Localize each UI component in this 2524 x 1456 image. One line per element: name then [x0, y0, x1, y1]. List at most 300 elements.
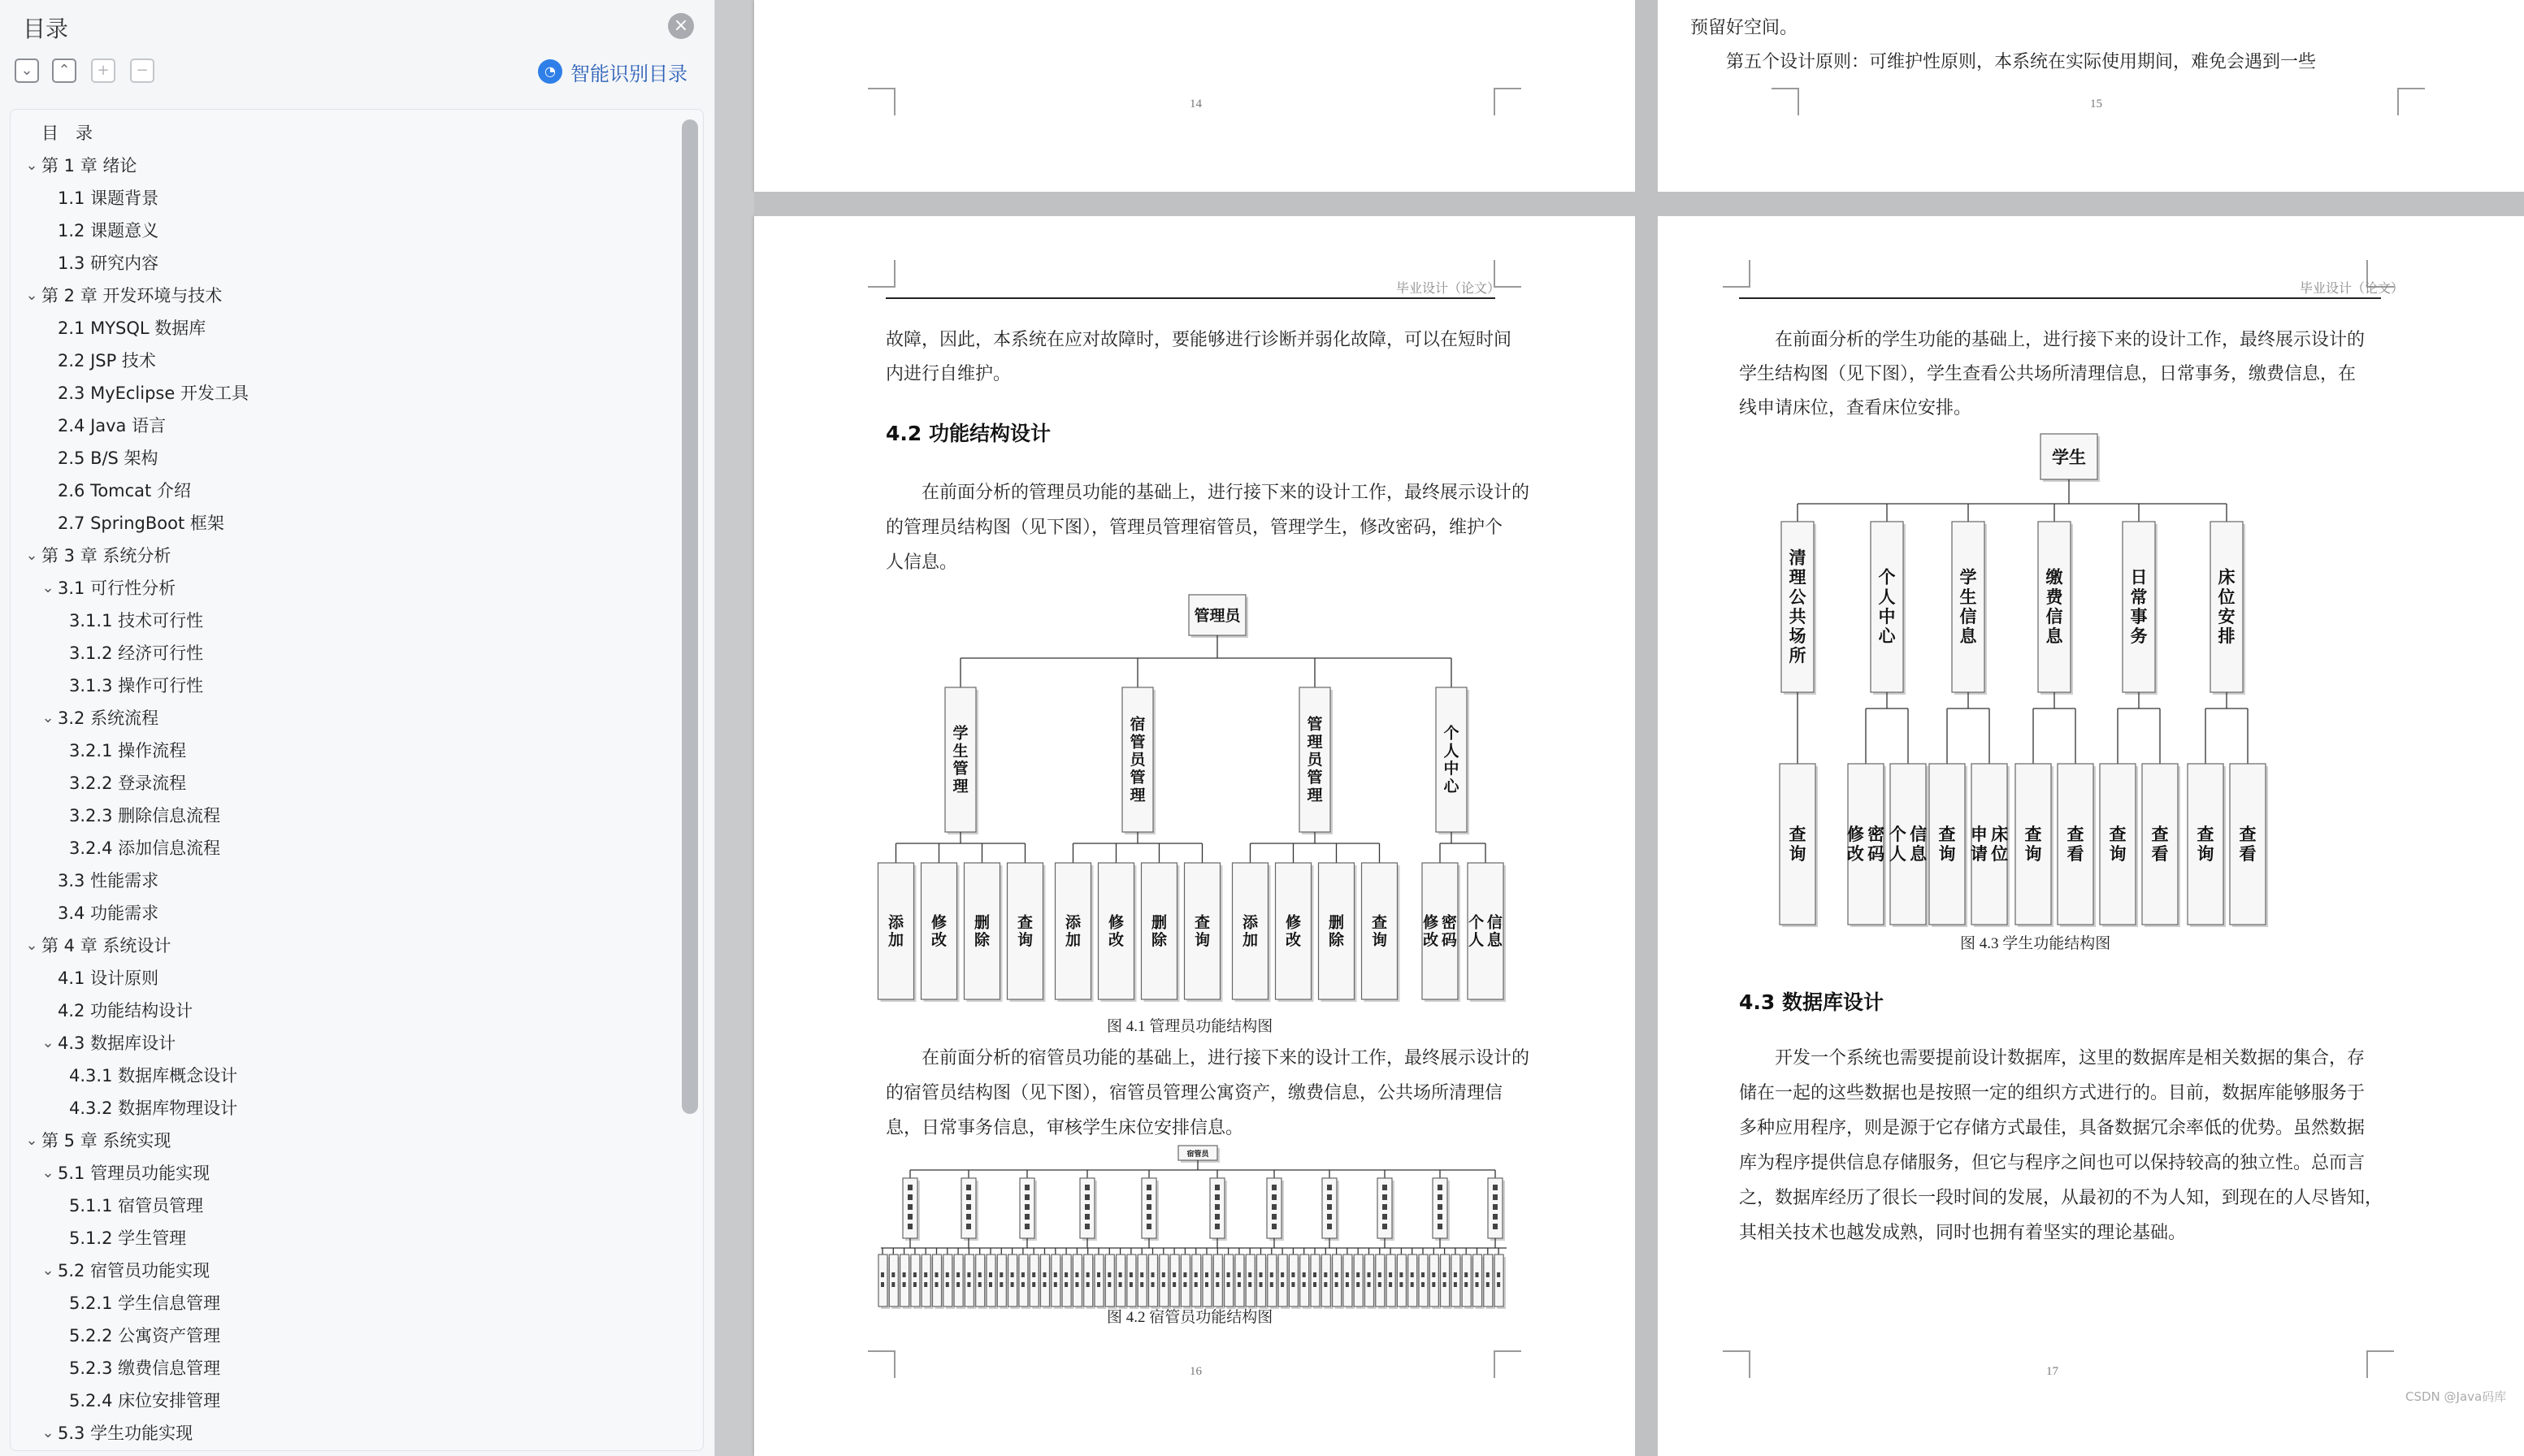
illegible-glyph: [1272, 1224, 1277, 1229]
leaf-node: [1278, 1254, 1290, 1309]
toc-item-label: 第 2 章 开发环境与技术: [41, 286, 223, 306]
leaf-node: [1429, 1254, 1441, 1309]
leaf-node: [1300, 1254, 1312, 1309]
illegible-glyph: [1421, 1272, 1425, 1277]
toc-item-label: 第 3 章 系统分析: [41, 546, 171, 566]
toc-item-label: 第 1 章 绪论: [41, 156, 137, 176]
crop-mark: [1723, 1350, 1750, 1378]
illegible-glyph: [1075, 1282, 1078, 1287]
group-node-label: 学生信息: [1959, 567, 1977, 647]
leaf-node-label: 查询: [1789, 824, 1806, 864]
illegible-glyph: [946, 1272, 949, 1277]
illegible-glyph: [881, 1282, 884, 1287]
root-node-label: 学生: [2052, 448, 2086, 467]
illegible-glyph: [1260, 1272, 1263, 1277]
leaf-node: [1343, 1254, 1355, 1309]
toc-item-label: 2.7 SpringBoot 框架: [58, 514, 224, 533]
toc-item[interactable]: [50, 1093, 237, 1122]
toc-list: [10, 109, 704, 1451]
illegible-glyph: [1382, 1214, 1387, 1220]
illegible-glyph: [1032, 1272, 1035, 1277]
illegible-glyph: [1086, 1272, 1090, 1277]
illegible-glyph: [1108, 1282, 1111, 1287]
section-title: 4.3 数据库设计: [1739, 990, 1884, 1014]
illegible-glyph: [891, 1282, 895, 1287]
chevron-down-icon[interactable]: ⌄: [25, 286, 38, 304]
toc-item-label: 3.2.3 删除信息流程: [69, 806, 221, 826]
toc-item[interactable]: [22, 540, 171, 570]
illegible-glyph: [1238, 1282, 1241, 1287]
illegible-glyph: [1303, 1282, 1306, 1287]
toc-item-label: 3.2.2 登录流程: [69, 774, 187, 793]
toc-item[interactable]: [50, 1288, 220, 1317]
illegible-glyph: [1130, 1272, 1133, 1277]
chevron-down-icon[interactable]: ⌄: [41, 1261, 54, 1279]
leaf-node: [1127, 1254, 1138, 1309]
toc-item-label: 5.2.1 学生信息管理: [69, 1294, 221, 1313]
leaf-node: [1311, 1254, 1322, 1309]
illegible-glyph: [1281, 1282, 1284, 1287]
toc-item-label: 5.3 学生功能实现: [58, 1424, 193, 1443]
toc-item[interactable]: [50, 638, 203, 667]
illegible-glyph: [1497, 1282, 1500, 1287]
illegible-glyph: [1335, 1282, 1338, 1287]
leaf-node: [1473, 1254, 1485, 1309]
toc-item-label: 5.2.4 床位安排管理: [69, 1391, 221, 1410]
body-line: 息，日常事务信息，审核学生床位安排信息。: [886, 1117, 1244, 1138]
student-structure-figure: [1763, 427, 2381, 931]
illegible-glyph: [956, 1282, 960, 1287]
illegible-glyph: [1291, 1272, 1295, 1277]
sidebar-header: [0, 0, 715, 52]
toc-item[interactable]: [50, 1190, 203, 1220]
illegible-glyph: [913, 1282, 917, 1287]
group-node-label: 学生管理: [952, 724, 969, 795]
illegible-glyph: [1215, 1185, 1220, 1190]
illegible-glyph: [1075, 1272, 1078, 1277]
body-line: 在前面分析的学生功能的基础上，进行接下来的设计工作，最终展示设计的: [1739, 329, 2366, 349]
illegible-glyph: [1151, 1282, 1155, 1287]
leaf-node: [997, 1254, 1008, 1309]
illegible-glyph: [1438, 1185, 1442, 1190]
toc-item[interactable]: [38, 1418, 193, 1447]
toc-item[interactable]: [38, 215, 158, 245]
illegible-glyph: [1000, 1282, 1003, 1287]
toc-item[interactable]: [22, 930, 171, 960]
leaf-node: [1268, 1254, 1279, 1309]
illegible-glyph: [1021, 1272, 1025, 1277]
body-line: 在前面分析的宿管员功能的基础上，进行接下来的设计工作，最终展示设计的: [886, 1047, 1530, 1068]
leaf-node: [1397, 1254, 1408, 1309]
illegible-glyph: [1151, 1272, 1155, 1277]
toc-item[interactable]: [22, 1125, 171, 1155]
toc-item-label: 1.3 研究内容: [58, 254, 159, 273]
toc-item[interactable]: [38, 1028, 176, 1057]
illegible-glyph: [1065, 1272, 1068, 1277]
illegible-glyph: [1493, 1194, 1498, 1200]
page-14: [754, 0, 1635, 192]
add-entry-icon[interactable]: +: [91, 58, 115, 83]
illegible-glyph: [1173, 1272, 1176, 1277]
chevron-down-icon[interactable]: ⌄: [41, 578, 54, 596]
toc-item[interactable]: [38, 865, 158, 895]
toc-item[interactable]: [38, 963, 158, 992]
leaf-node: [889, 1254, 900, 1309]
toc-item[interactable]: [50, 1223, 186, 1252]
leaf-node: [1149, 1254, 1160, 1309]
toc-item[interactable]: [50, 735, 186, 765]
leaf-node: [1419, 1254, 1430, 1309]
illegible-glyph: [1227, 1272, 1230, 1277]
illegible-glyph: [1011, 1272, 1014, 1277]
toc-item[interactable]: [38, 443, 158, 472]
illegible-glyph: [1476, 1272, 1479, 1277]
leaf-node: [1105, 1254, 1117, 1309]
illegible-glyph: [1389, 1282, 1392, 1287]
collapse-all-icon[interactable]: ⌄: [15, 58, 39, 83]
illegible-glyph: [1085, 1194, 1090, 1200]
illegible-glyph: [913, 1272, 917, 1277]
leaf-node: [1160, 1254, 1171, 1309]
sidebar-title: 目录: [23, 15, 69, 42]
leaf-node-label: 修改: [1108, 913, 1125, 950]
toc-item-label: 第 5 章 系统实现: [41, 1131, 171, 1150]
section-title: 4.2 功能结构设计: [886, 422, 1051, 445]
crop-mark: [868, 88, 896, 115]
leaf-node: [1257, 1254, 1269, 1309]
leaf-node: [922, 1254, 933, 1309]
leaf-node: [1008, 1254, 1020, 1309]
leaf-node: [900, 1254, 912, 1309]
body-line: 故障，因此，本系统在应对故障时，要能够进行诊断并弱化故障，可以在短时间: [886, 329, 1512, 349]
illegible-glyph: [1248, 1282, 1251, 1287]
toc-item[interactable]: [22, 118, 93, 147]
toc-item[interactable]: [38, 703, 158, 732]
crop-mark: [868, 260, 896, 288]
illegible-glyph: [1438, 1204, 1442, 1210]
leaf-node-label: 查询: [1371, 913, 1388, 950]
illegible-glyph: [881, 1272, 884, 1277]
illegible-glyph: [967, 1282, 970, 1287]
illegible-glyph: [1025, 1185, 1030, 1190]
body-line: 内进行自维护。: [886, 363, 1012, 384]
leaf-node: [1441, 1254, 1452, 1309]
illegible-glyph: [1238, 1272, 1241, 1277]
illegible-glyph: [967, 1272, 970, 1277]
leaf-node-label: 添加: [1242, 913, 1259, 950]
chevron-down-icon[interactable]: ⌄: [25, 1131, 38, 1149]
illegible-glyph: [1454, 1272, 1457, 1277]
leaf-node: [1235, 1254, 1247, 1309]
body-line: 其相关技术也越发成熟，同时也拥有着坚实的理论基础。: [1739, 1222, 2187, 1242]
figure-caption: 图 4.1 管理员功能结构图: [1107, 1018, 1273, 1035]
leaf-node-label: 查询: [2109, 824, 2127, 864]
toc-item[interactable]: [38, 378, 249, 407]
crop-mark: [2397, 88, 2425, 115]
illegible-glyph: [1183, 1282, 1186, 1287]
leaf-node-label: 查询: [1194, 913, 1211, 950]
chevron-down-icon[interactable]: ⌄: [41, 1034, 54, 1051]
illegible-glyph: [978, 1282, 982, 1287]
illegible-glyph: [1335, 1272, 1338, 1277]
running-head: 毕业设计（论文）: [1396, 282, 1501, 296]
illegible-glyph: [1227, 1282, 1230, 1287]
illegible-glyph: [1097, 1272, 1100, 1277]
leaf-node: [911, 1254, 922, 1309]
illegible-glyph: [1324, 1282, 1327, 1287]
chevron-down-icon[interactable]: ⌄: [41, 1424, 54, 1441]
toc-item[interactable]: [38, 410, 166, 440]
illegible-glyph: [1493, 1204, 1498, 1210]
illegible-glyph: [1303, 1272, 1306, 1277]
illegible-glyph: [966, 1194, 971, 1200]
leaf-node-label: 修改密码: [1846, 824, 1885, 864]
root-node-label: 宿管员: [1186, 1150, 1209, 1159]
leaf-node: [1095, 1254, 1106, 1309]
group-node-label: 个人中心: [1443, 724, 1459, 795]
toc-item[interactable]: [50, 768, 186, 797]
toc-item[interactable]: [38, 573, 176, 602]
chevron-down-icon[interactable]: ⌄: [25, 546, 38, 564]
illegible-glyph: [1432, 1272, 1435, 1277]
figure-caption: 图 4.2 宿管员功能结构图: [1107, 1309, 1273, 1326]
leaf-node-label: 修改密码: [1423, 913, 1457, 950]
illegible-glyph: [1205, 1282, 1208, 1287]
page-gutter: [1635, 0, 1658, 1456]
illegible-glyph: [1438, 1224, 1442, 1229]
illegible-glyph: [1162, 1272, 1165, 1277]
illegible-glyph: [1382, 1204, 1387, 1210]
illegible-glyph: [1270, 1272, 1273, 1277]
toc-item[interactable]: [50, 670, 203, 700]
illegible-glyph: [1147, 1224, 1151, 1229]
toc-item[interactable]: [50, 1320, 220, 1350]
toc-item[interactable]: [38, 898, 158, 927]
admin-structure-figure: [876, 583, 1510, 1006]
body-line: 的宿管员结构图（见下图），宿管员管理公寓资产，缴费信息，公共场所清理信: [886, 1082, 1503, 1103]
close-icon[interactable]: ×: [668, 13, 694, 39]
chevron-down-icon[interactable]: ⌄: [41, 708, 54, 726]
toc-item[interactable]: [22, 150, 137, 180]
toc-item-label: 4.2 功能结构设计: [58, 1001, 193, 1020]
leaf-node-label: 修改: [930, 913, 948, 950]
illegible-glyph: [1119, 1272, 1122, 1277]
illegible-glyph: [946, 1282, 949, 1287]
page-gap: [754, 192, 2524, 216]
toc-item-label: 5.2.3 缴费信息管理: [69, 1358, 221, 1378]
illegible-glyph: [1043, 1282, 1047, 1287]
illegible-glyph: [1399, 1282, 1403, 1287]
leaf-node: [1073, 1254, 1084, 1309]
illegible-glyph: [1327, 1224, 1332, 1229]
illegible-glyph: [891, 1272, 895, 1277]
leaf-node: [943, 1254, 955, 1309]
body-line: 库为程序提供信息存储服务，但它与程序之间也可以保持较高的独立性。总而言: [1739, 1152, 2366, 1172]
illegible-glyph: [989, 1272, 992, 1277]
illegible-glyph: [908, 1214, 913, 1220]
illegible-glyph: [1011, 1282, 1014, 1287]
illegible-glyph: [1021, 1282, 1025, 1287]
toc-item[interactable]: [38, 345, 156, 375]
crop-mark: [1494, 1350, 1521, 1378]
toc-item[interactable]: [50, 1060, 237, 1090]
toc-item[interactable]: [38, 248, 158, 277]
crop-mark: [868, 1350, 896, 1378]
illegible-glyph: [1025, 1214, 1030, 1220]
toc-item-label: 5.1 管理员功能实现: [58, 1164, 210, 1183]
illegible-glyph: [966, 1185, 971, 1190]
illegible-glyph: [1327, 1194, 1332, 1200]
group-node-label: 床位安排: [2218, 567, 2236, 647]
group-node-label: 清理公共场所: [1789, 548, 1806, 666]
illegible-glyph: [1130, 1282, 1133, 1287]
leaf-node-label: 修改: [1285, 913, 1302, 950]
remove-entry-icon[interactable]: −: [130, 58, 154, 83]
leaf-node: [1203, 1254, 1214, 1309]
illegible-glyph: [1443, 1282, 1446, 1287]
body-line: 预留好空间。: [1690, 17, 1798, 37]
leaf-node: [1170, 1254, 1182, 1309]
illegible-glyph: [1195, 1282, 1198, 1287]
body-line: 储在一起的这些数据也是按照一定的组织方式进行的。目前，数据库能够服务于: [1739, 1082, 2366, 1103]
leaf-node: [1041, 1254, 1052, 1309]
toc-item-label: 2.5 B/S 架构: [58, 448, 158, 468]
chevron-down-icon[interactable]: ⌄: [41, 1164, 54, 1181]
toc-item-label: 5.2 宿管员功能实现: [58, 1261, 210, 1280]
leaf-node: [1365, 1254, 1377, 1309]
illegible-glyph: [908, 1194, 913, 1200]
toc-item[interactable]: [50, 833, 220, 862]
illegible-glyph: [903, 1282, 906, 1287]
toc-item[interactable]: [50, 800, 220, 830]
illegible-glyph: [908, 1185, 913, 1190]
illegible-glyph: [1215, 1194, 1220, 1200]
leaf-node: [878, 1254, 890, 1309]
body-line: 在前面分析的管理员功能的基础上，进行接下来的设计工作，最终展示设计的: [886, 482, 1530, 502]
toc-item-label: 2.2 JSP 技术: [58, 351, 156, 370]
leaf-node: [1289, 1254, 1300, 1309]
toc-item-label: 3.1 可行性分析: [58, 578, 176, 598]
toc-item-label: 3.4 功能需求: [58, 904, 159, 923]
illegible-glyph: [1356, 1282, 1360, 1287]
leaf-node: [1084, 1254, 1095, 1309]
page-16: [754, 216, 1635, 1456]
illegible-glyph: [1454, 1282, 1457, 1287]
illegible-glyph: [1260, 1282, 1263, 1287]
illegible-glyph: [1497, 1272, 1500, 1277]
illegible-glyph: [1205, 1272, 1208, 1277]
illegible-glyph: [1032, 1282, 1035, 1287]
expand-all-icon[interactable]: ⌃: [52, 58, 76, 83]
toc-item-label: 1.2 课题意义: [58, 221, 159, 240]
group-node-label: 个人中心: [1878, 567, 1896, 647]
chevron-down-icon[interactable]: ⌄: [25, 156, 38, 174]
toc-item[interactable]: [38, 183, 158, 212]
leaf-node: [965, 1254, 976, 1309]
body-line: 第五个设计原则：可维护性原则，本系统在实际使用期间，难免会遇到一些: [1690, 51, 2317, 72]
illegible-glyph: [1368, 1282, 1371, 1287]
illegible-glyph: [1085, 1185, 1090, 1190]
leaf-node: [933, 1254, 944, 1309]
illegible-glyph: [1272, 1214, 1277, 1220]
toc-item-label: 4.1 设计原则: [58, 968, 159, 988]
toc-sidebar: [0, 0, 715, 1456]
toc-item[interactable]: [38, 313, 206, 342]
toc-item[interactable]: [22, 280, 222, 310]
leaf-node-label: 个人信息: [1468, 913, 1503, 950]
body-line: 开发一个系统也需要提前设计数据库，这里的数据库是相关数据的集合，存: [1739, 1047, 2366, 1068]
illegible-glyph: [1368, 1272, 1371, 1277]
illegible-glyph: [1443, 1272, 1446, 1277]
root-node-label: 管理员: [1194, 607, 1241, 625]
leaf-node: [976, 1254, 987, 1309]
sidebar-toolbar: [0, 54, 715, 96]
toc-item[interactable]: [38, 1158, 210, 1187]
chevron-down-icon[interactable]: ⌄: [25, 936, 38, 954]
crop-mark: [1772, 88, 1799, 115]
illegible-glyph: [1147, 1185, 1151, 1190]
toc-item-label: 3.3 性能需求: [58, 871, 159, 890]
leaf-node: [1062, 1254, 1073, 1309]
leaf-node-label: 查看: [2066, 824, 2084, 864]
toc-item[interactable]: [38, 995, 193, 1025]
illegible-glyph: [1346, 1282, 1349, 1287]
leaf-node-label: 查询: [1938, 824, 1956, 864]
illegible-glyph: [1108, 1272, 1111, 1277]
toc-scrollbar[interactable]: [682, 119, 698, 1114]
toc-item[interactable]: [38, 1255, 210, 1285]
illegible-glyph: [1464, 1272, 1468, 1277]
toc-item[interactable]: [50, 1353, 220, 1382]
body-line: 线申请床位，查看床位安排。: [1739, 397, 1972, 418]
smart-recognize-toc-button[interactable]: [538, 57, 687, 86]
illegible-glyph: [1272, 1204, 1277, 1210]
toc-item[interactable]: [38, 475, 191, 505]
group-node-label: 日常事务: [2130, 567, 2148, 647]
leaf-node-label: 删除: [974, 913, 991, 950]
leaf-node-label: 查询: [2197, 824, 2214, 864]
toc-item[interactable]: [38, 508, 224, 537]
running-head: 毕业设计（论文）: [2300, 282, 2405, 296]
page-15: [1658, 0, 2524, 192]
illegible-glyph: [1119, 1282, 1122, 1287]
illegible-glyph: [1356, 1272, 1360, 1277]
toc-item-label: 2.1 MYSQL 数据库: [58, 318, 206, 338]
toc-item[interactable]: [50, 1385, 220, 1415]
smart-recognize-label: 智能识别目录: [570, 62, 687, 85]
illegible-glyph: [1000, 1272, 1003, 1277]
illegible-glyph: [1270, 1282, 1273, 1287]
toc-item-label: 4.3 数据库设计: [58, 1034, 176, 1053]
illegible-glyph: [1382, 1224, 1387, 1229]
illegible-glyph: [1382, 1194, 1387, 1200]
toc-item-label: 目 录: [41, 124, 93, 143]
group-node-label: 宿管员管理: [1130, 715, 1146, 804]
illegible-glyph: [966, 1204, 971, 1210]
leaf-node-label: 查看: [2151, 824, 2169, 864]
illegible-glyph: [1272, 1185, 1277, 1190]
leaf-node-label: 查看: [2239, 824, 2257, 864]
toc-item[interactable]: [50, 605, 203, 635]
toc-item-label: 5.1.1 宿管员管理: [69, 1196, 204, 1216]
illegible-glyph: [1378, 1272, 1381, 1277]
leaf-node: [1117, 1254, 1128, 1309]
illegible-glyph: [1272, 1194, 1277, 1200]
page-number: 14: [1190, 98, 1202, 110]
leaf-node: [1376, 1254, 1387, 1309]
illegible-glyph: [1291, 1282, 1295, 1287]
leaf-node: [987, 1254, 998, 1309]
